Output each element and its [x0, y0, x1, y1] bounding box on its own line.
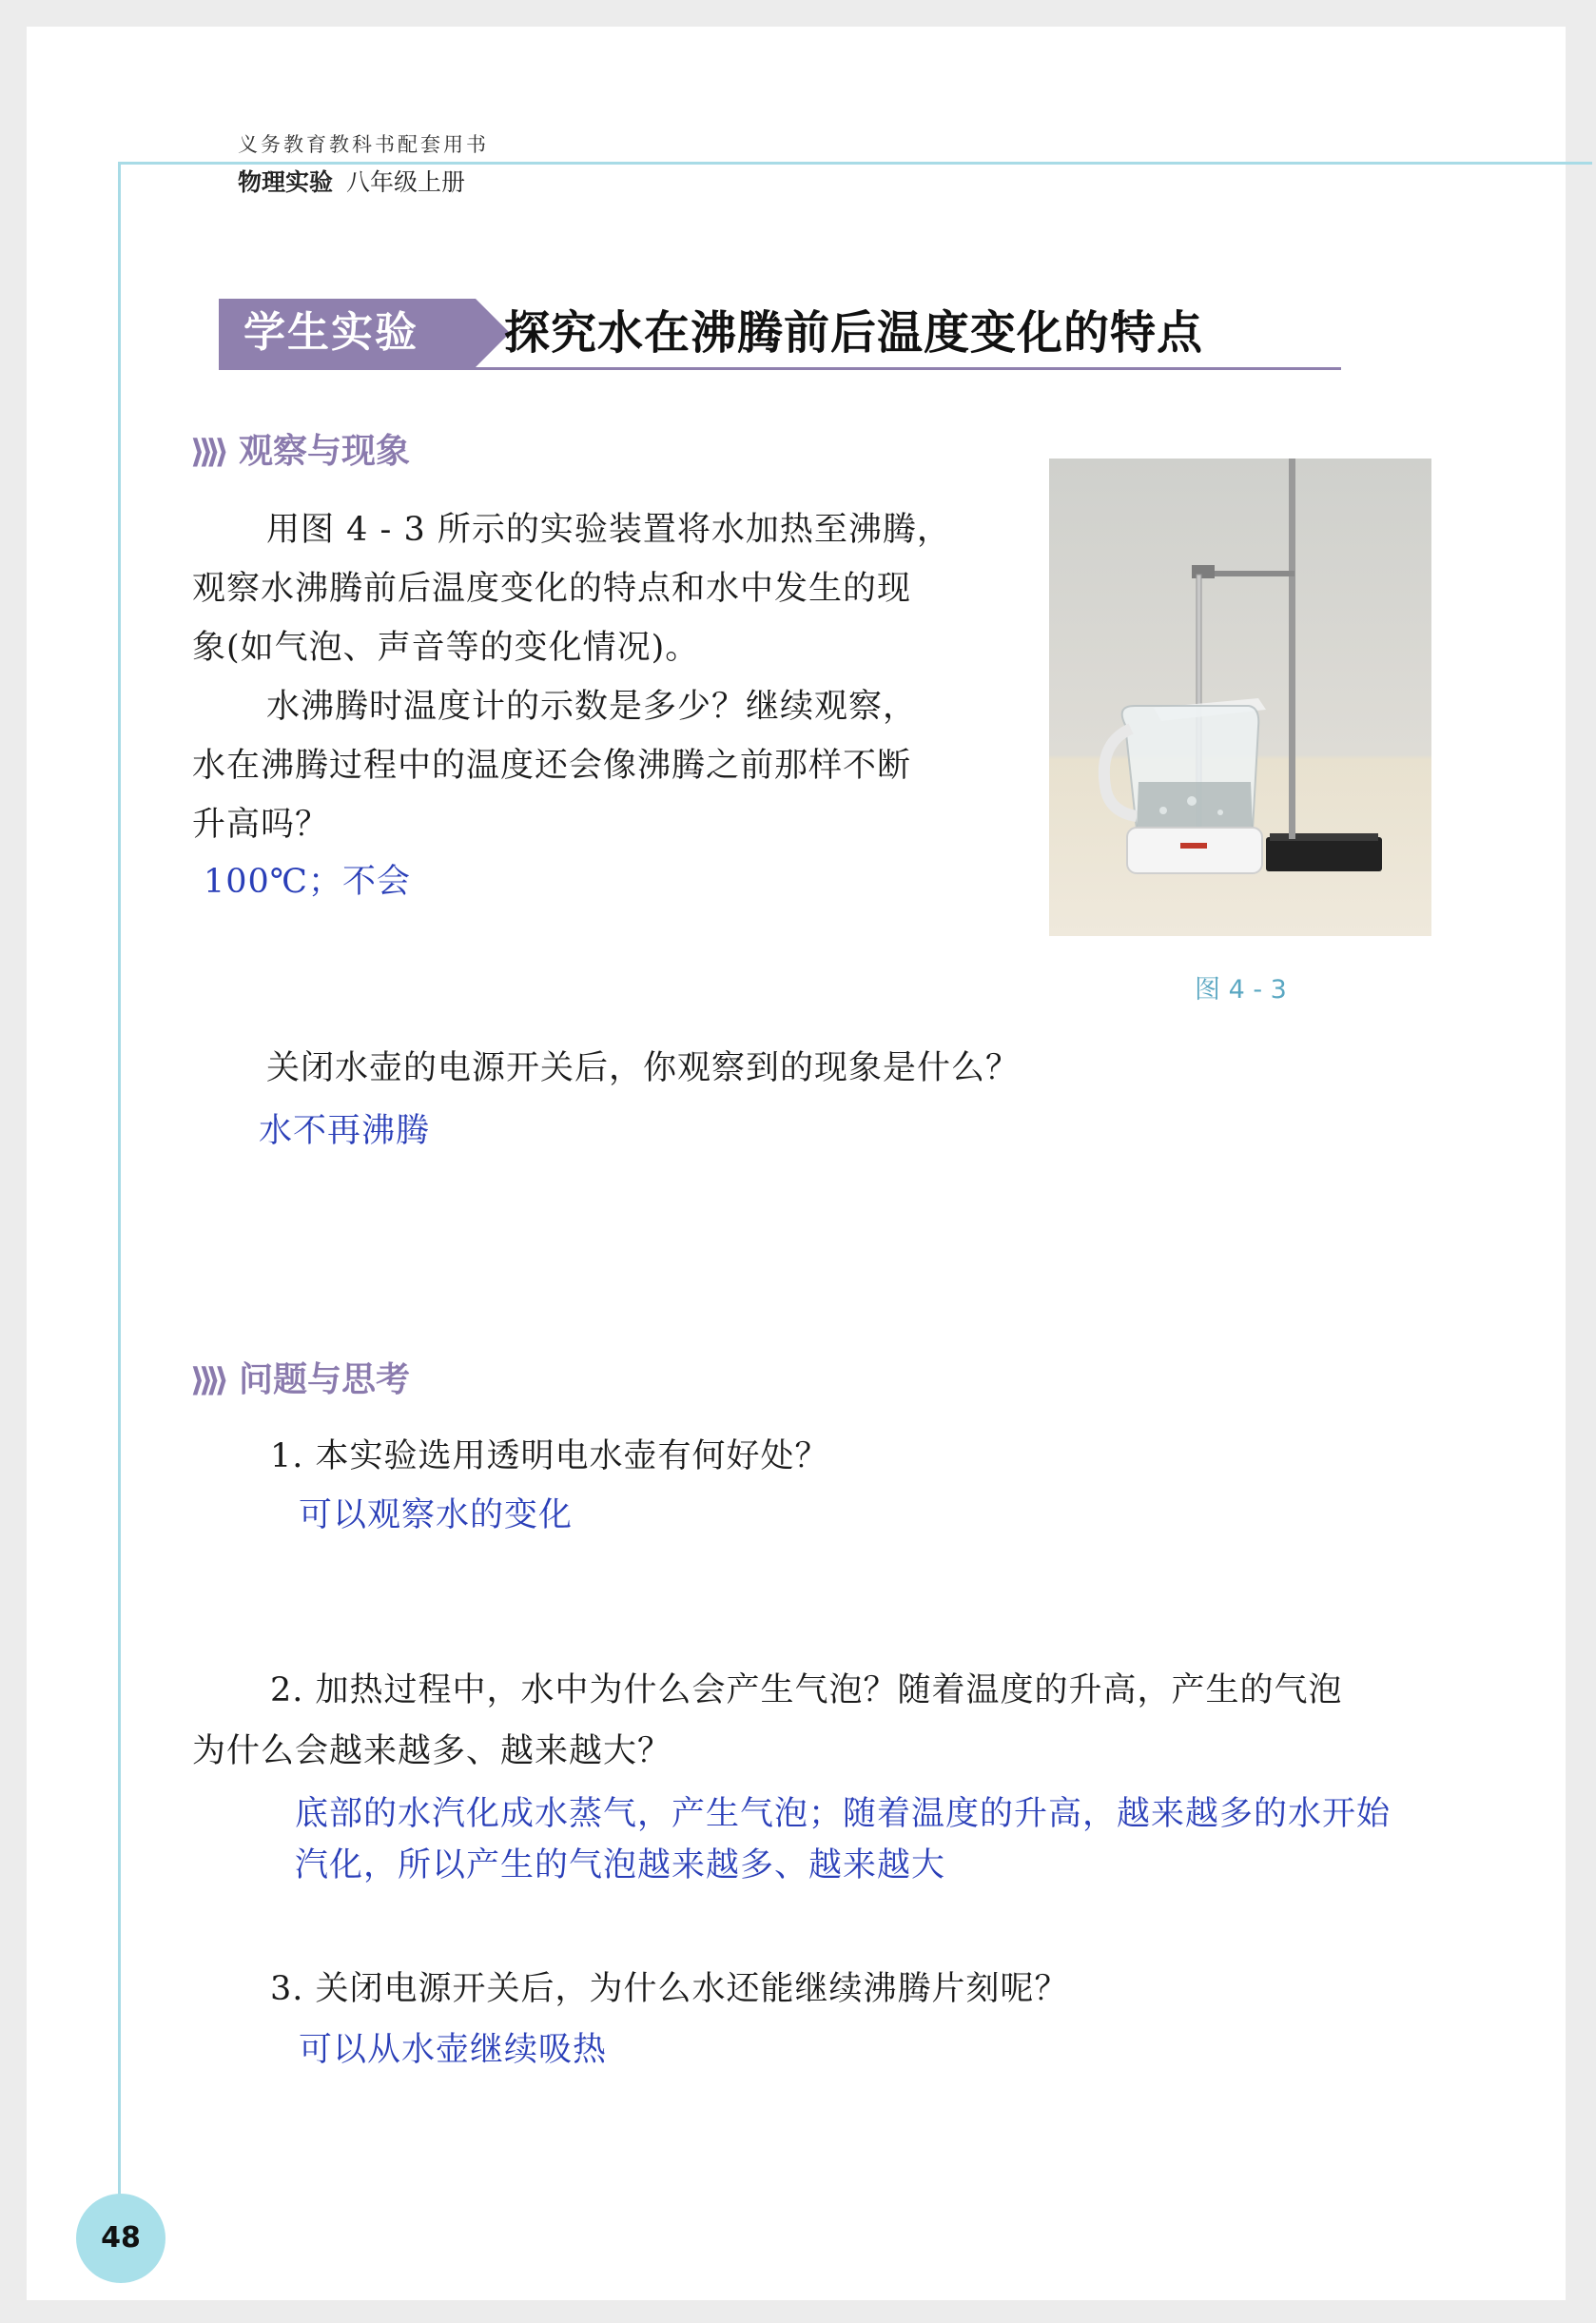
subject-label: 物理实验	[238, 168, 334, 196]
question-2-line1: 2. 加热过程中，水中为什么会产生气泡？随着温度的升高，产生的气泡	[270, 1671, 1343, 1709]
page-number: 48	[76, 2194, 165, 2283]
series-title: 义务教育教科书配套用书	[238, 133, 489, 156]
question-2-line2: 为什么会越来越多、越来越大？	[192, 1732, 672, 1770]
paragraph-line: 水沸腾时温度计的示数是多少？继续观察，	[266, 688, 918, 726]
page	[27, 27, 1566, 2300]
answer-3: 可以从水壶继续吸热	[299, 2031, 608, 2069]
title-underline	[219, 367, 1341, 370]
answer-boiling-temp: 100℃；不会	[204, 863, 411, 901]
paragraph-line: 观察水沸腾前后温度变化的特点和水中发生的现	[192, 570, 912, 608]
answer-power-off: 水不再沸腾	[259, 1112, 431, 1150]
title-tag: 学生实验	[219, 299, 476, 367]
double-chevron-icon: ⟫⟫	[190, 433, 223, 471]
grade-label: 八年级上册	[346, 168, 466, 196]
double-chevron-icon: ⟫⟫	[190, 1361, 223, 1399]
section-heading-text: 问题与思考	[239, 1360, 411, 1399]
question-power-off: 关闭水壶的电源开关后，你观察到的现象是什么？	[266, 1049, 1021, 1087]
paragraph-line: 水在沸腾过程中的温度还会像沸腾之前那样不断	[192, 747, 912, 785]
paragraph-line: 升高吗？	[192, 806, 330, 844]
margin-rule	[118, 162, 121, 2207]
section-heading-observation	[190, 424, 410, 473]
title-text: 探究水在沸腾前后温度变化的特点	[504, 306, 1204, 360]
section-heading-questions	[190, 1353, 410, 1401]
section-heading-text: 观察与现象	[239, 432, 411, 471]
question-3: 3. 关闭电源开关后，为什么水还能继续沸腾片刻呢？	[270, 1970, 1069, 2008]
apparatus-photo	[1049, 459, 1431, 936]
paragraph-line: 象(如气泡、声音等的变化情况)。	[192, 629, 700, 667]
book-title	[238, 164, 465, 198]
apparatus-illustration	[1049, 459, 1431, 936]
question-1: 1. 本实验选用透明电水壶有何好处？	[270, 1437, 829, 1475]
experiment-title	[219, 299, 1341, 371]
answer-1: 可以观察水的变化	[299, 1496, 574, 1534]
answer-2-line1: 底部的水汽化成水蒸气，产生气泡；随着温度的升高，越来越多的水开始	[295, 1795, 1392, 1833]
figure-caption: 图 4 - 3	[1195, 975, 1287, 1005]
paragraph-line: 用图 4 - 3 所示的实验装置将水加热至沸腾，	[266, 511, 951, 549]
answer-2-line2: 汽化，所以产生的气泡越来越多、越来越大	[295, 1846, 946, 1884]
